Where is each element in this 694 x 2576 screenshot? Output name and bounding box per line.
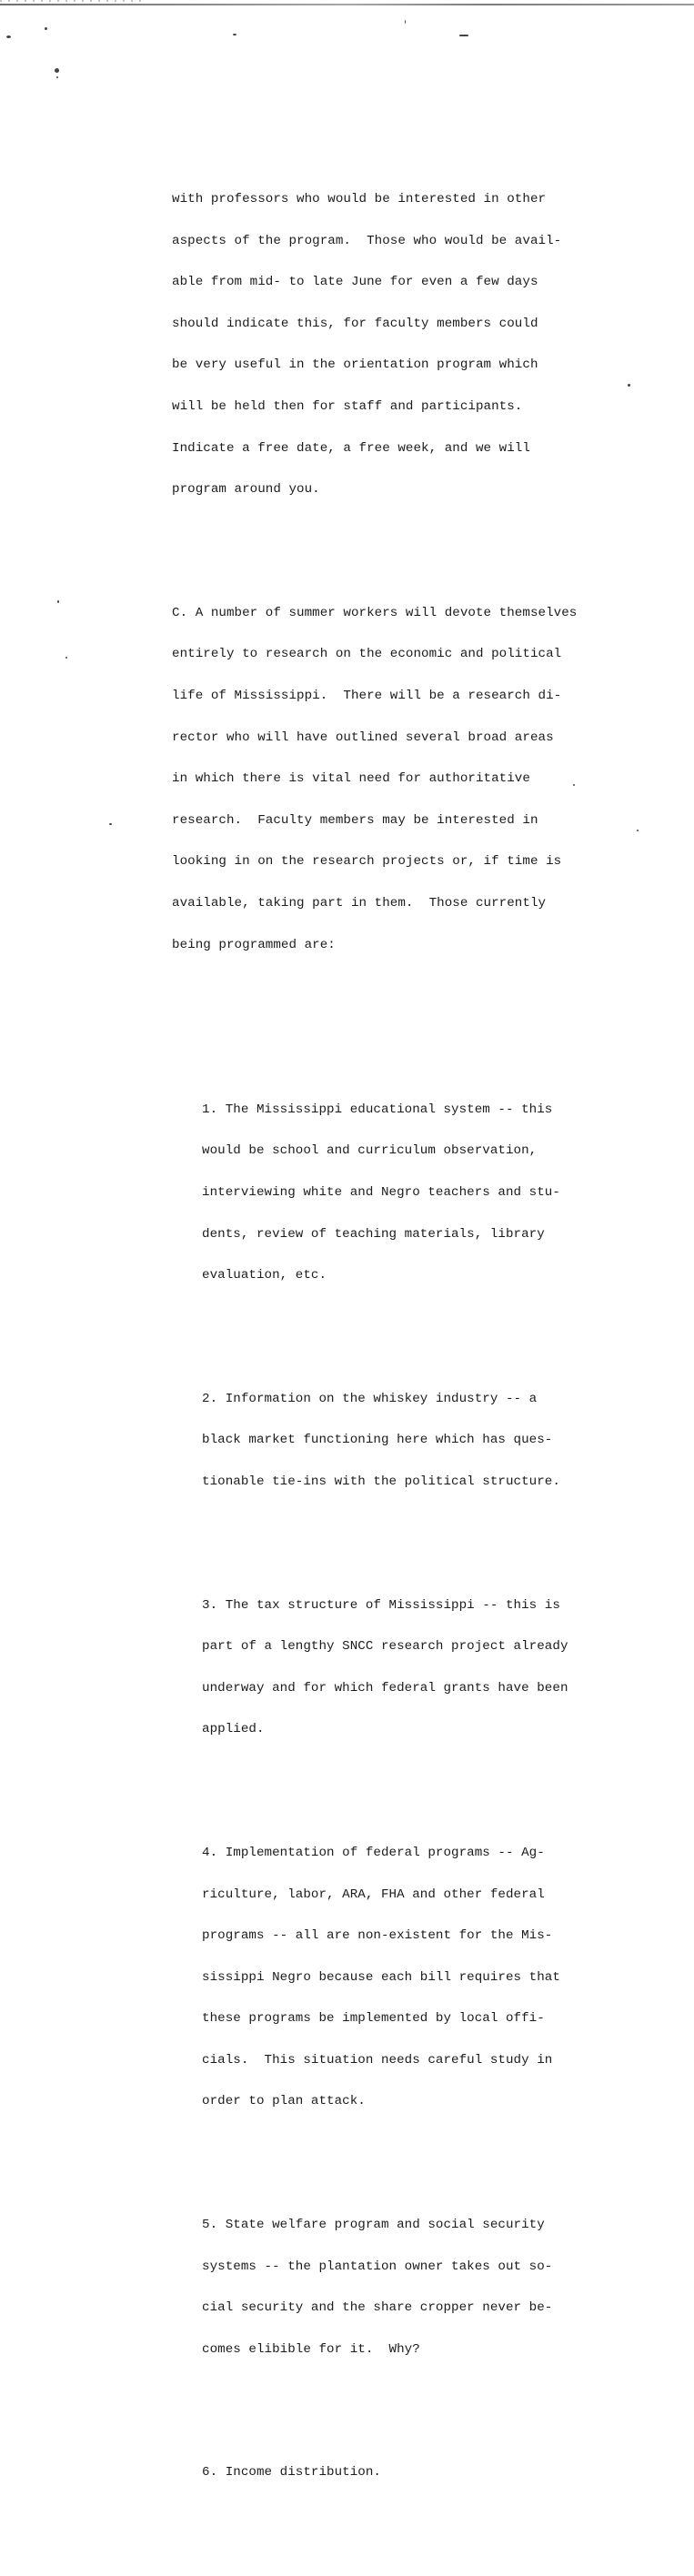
section-c-paragraph	[172, 579, 599, 980]
text-line: interviewing white and Negro teachers and stu-	[202, 1184, 560, 1200]
research-project-4	[202, 1819, 599, 2138]
text-line: order to plan attack.	[202, 2094, 366, 2109]
text-line: 5. State welfare program and social security	[202, 2218, 545, 2233]
text-line: underway and for which federal grants have been	[202, 1680, 568, 1696]
scan-speck	[459, 35, 468, 36]
text-line: be very useful in the orientation program which	[172, 357, 538, 373]
text-line: systems -- the plantation owner takes out so-	[202, 2259, 553, 2274]
text-line: rector who will have outlined several broad areas	[172, 730, 554, 745]
text-line: sissippi Negro because each bill requires that	[202, 1969, 560, 1985]
text-line: research. Faculty members may be interested in	[172, 812, 538, 828]
scan-speck	[109, 823, 112, 825]
scan-speck	[55, 68, 59, 73]
text-line: 3. The tax structure of Mississippi -- this is	[202, 1597, 560, 1613]
text-line: life of Mississippi. There will be a research di-	[172, 688, 562, 703]
text-line: being programmed are:	[172, 937, 336, 952]
scan-speck	[233, 34, 236, 35]
text-line: will be held then for staff and participants.	[172, 398, 523, 414]
text-line: riculture, labor, ARA, FHA and other federal	[202, 1887, 545, 1902]
scan-top-edge	[0, 4, 694, 5]
text-line: 2. Information on the whiskey industry -- a	[202, 1391, 538, 1406]
research-projects-list	[202, 1034, 599, 2562]
text-line: should indicate this, for faculty members could	[172, 316, 538, 331]
research-project-3	[202, 1571, 599, 1765]
text-line: applied.	[202, 1722, 265, 1737]
scan-speck	[56, 76, 58, 78]
scan-speck	[45, 27, 47, 30]
scan-speck	[65, 657, 67, 659]
text-line: cial security and the share cropper never be-	[202, 2300, 553, 2316]
text-line: 1. The Mississippi educational system -- this	[202, 1102, 553, 1117]
text-line: with professors who would be interested in other	[172, 192, 547, 207]
scan-speck	[628, 384, 630, 387]
text-line: 4. Implementation of federal programs -- Ag-	[202, 1845, 545, 1860]
text-line: programs -- all are non-existent for the Mis-	[202, 1928, 553, 1944]
text-line: evaluation, etc.	[202, 1268, 327, 1283]
text-line: available, taking part in them. Those currently	[172, 895, 547, 911]
text-line: in which there is vital need for authoritative	[172, 771, 530, 787]
text-line: these programs be implemented by local offi-	[202, 2011, 545, 2027]
scan-top-edge-dots	[0, 0, 146, 2]
research-project-2	[202, 1364, 599, 1516]
text-line: would be school and curriculum observation,	[202, 1143, 538, 1159]
text-line: cials. This situation needs careful study in	[202, 2052, 553, 2068]
text-line: Indicate a free date, a free week, and we will	[172, 440, 530, 456]
research-project-1	[202, 1075, 599, 1310]
text-line: tionable tie-ins with the political structure.	[202, 1474, 560, 1489]
research-project-5	[202, 2191, 599, 2385]
text-line: program around you.	[172, 482, 320, 498]
text-line: able from mid- to late June for even a few days	[172, 275, 538, 290]
scan-speck	[405, 20, 406, 24]
research-project-6	[202, 2439, 599, 2508]
text-line: aspects of the program. Those who would be avail-	[172, 233, 562, 248]
typed-document-page	[172, 124, 599, 2576]
text-line: C. A number of summer workers will devote themselves	[172, 605, 578, 620]
scan-speck	[637, 830, 639, 831]
text-line: looking in on the research projects or, if time is	[172, 854, 562, 870]
text-line: dents, review of teaching materials, library	[202, 1226, 545, 1242]
text-line: part of a lengthy SNCC research project already	[202, 1639, 568, 1655]
text-line: entirely to research on the economic and political	[172, 647, 562, 662]
scan-speck	[6, 35, 11, 38]
text-line: 6. Income distribution.	[202, 2465, 381, 2480]
intro-paragraph	[172, 166, 599, 525]
text-line: black market functioning here which has ques-	[202, 1433, 553, 1448]
scan-speck	[57, 600, 59, 603]
text-line: comes elibible for it. Why?	[202, 2341, 420, 2357]
